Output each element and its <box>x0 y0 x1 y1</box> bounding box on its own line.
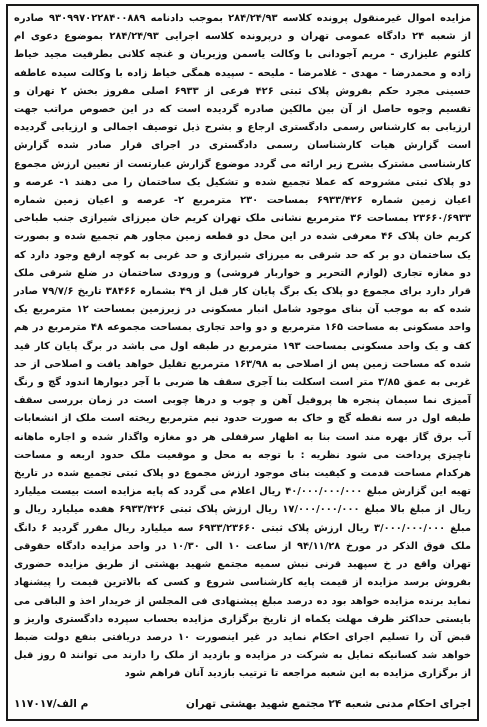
notice-footer <box>14 693 471 715</box>
auction-notice <box>6 4 479 721</box>
notice-body-text: مزایده اموال غیرمنقول پرونده کلاسه ۲۸۴/۲۴/۹۳ بموجب دادنامه ۹۳۰۹۹۷۰۲۲۸۴۰۰۸۸۹ صادره از شعبه ۲۴ دادگاه عمومی تهران و درپرونده کلاسه اجرایی ۲۸۴/۲۴/۹۳ بموضوع دعوی ام کلثوم علیزاری - مریم آجودانی با وکالت یاسمن وزیریان و غنچه کلانی بطرفیت مجید خیاط زاده و محمدرضا - مهدی - غلامرضا - ملیحه - سپیده همگی خیاط زاده با وکالت سیده عاطفه حسینی مجرد حکم بفروش پلاک ثبتی ۴۲۶ فرعی از ۶۹۳۳ اصلی مفروز بخش ۲ تهران و تقسیم وجوه حاصل از آن بین مالکین صادره گردیده است که در این خصوص مراتب جهت ارزیابی به کارشناس رسمی دادگستری ارجاع و بشرح ذیل توصیف اجمالی و ارزیابی گردیده است گزارش هیات کارشناسان رسمی دادگستری در اجرای قرار صادر شده گزارش کارشناسی مشترک بشرح زیر ارائه می گردد موضوع گزارش عبارتست از تعیین ارزش مجموع دو پلاک ثبتی مشروحه که عملا تجمیع شده و تشکیل یک ساختمان را می دهند ۱- عرصه و اعیان زمین شماره ۶۹۳۳/۴۲۶ بمساحت ۲۳۰ مترمربع ۲- عرصه و اعیان زمین شماره ۲۳۶۶۰/۶۹۳۳ بمساحت ۳۶ مترمربع نشانی ملک تهران کریم خان میرزای شیرازی جنب طباخی کریم خان پلاک ۴۶ معرفی شده در این محل دو قطعه زمین مجاور هم تجمیع شده و بصورت یک ساختمان دو بر که حد شرقی به میرزای شیرازی و حد غربی به کوچه ارفع وجود دارد که دو مغازه تجاری (لوازم التحریر و خواربار فروشی) و ورودی ساختمان در ضلع شرقی ملک قرار دارد برای مجموع دو پلاک یک برگ پایان کار قبل از ۴۹ بشماره ۳۸۴۶۶ تاریخ ۷۹/۷/۶ صادر شده که به موجب آن بنای موجود شامل انبار مسکونی در زیرزمین بمساحت ۱۲ مترمربع یک واحد مسکونی به مساحت ۱۶۵ مترمربع و دو واحد تجاری بمساحت مجموعه ۴۸ مترمربع در هم کف و یک واحد مسکونی بمساحت ۱۹۳ مترمربع در طبقه اول می باشد در برگ پایان کار قید شده که مساحت زمین پس از اصلاحی به ۱۶۳/۹۸ مترمربع تقلیل خواهد یافت و اصلاحی از حد غربی به عمق ۳/۸۵ متر است اسکلت بنا آجری سقف ها ضربی با آجر دیوارها اندود گچ و رنگ آمیزی نما سیمان پنجره ها پروفیل آهن و چوب و درها چوبی است در زمان بررسی سقف طبقه اول در سه نقطه گچ و خاک به صورت حدود نیم مترمربع ریخته است ملک از انشعابات آب برق گاز بهره مند است بنا به اظهار سرقفلی هر دو مغازه واگذار شده و اجاره ماهانه ناچیزی پرداخت می شود نظریه : با توجه به محل و موقعیت ملک حدود اربعه و مساحت هرکدام مساحت قدمت و کیفیت بنای موجود ارزش مجموع دو پلاک ثبتی تجمیع شده در تاریخ تهیه این گزارش مبلغ ۴۰/۰۰۰/۰۰۰/۰۰۰ ریال اعلام می گردد که پایه مزایده است بیست میلیارد ریال از مبلغ بالا مبلغ ۱۷/۰۰۰/۰۰۰/۰۰۰ ریال ارزش پلاک ثبتی ۶۹۳۳/۴۲۶ هفده میلیارد ریال و مبلغ ۳/۰۰۰/۰۰۰/۰۰۰ ریال ارزش پلاک ثبتی ۶۹۳۳/۲۳۶۶۰ سه میلیارد ریال مقرر گردید ۶ دانگ ملک فوق الذکر در مورخ ۹۴/۱۱/۲۸ از ساعت ۱۰ الی ۱۰/۳۰ در واحد مزایده دادگاه حقوقی تهران واقع در خ سپهبد قرنی نبش سمیه مجتمع شهید بهشتی از طریق مزایده حضوری بفروش برسد مزایده از قیمت پایه کارشناسی شروع و کسی که بالاترین قیمت را پیشنهاد نماید برنده مزایده خواهد بود ده درصد مبلغ پیشنهادی فی المجلس از خریدار اخذ و الباقی می بایستی حداکثر ظرف مهلت یکماه از تاریخ برگزاری مزایده بحساب سپرده دادگستری واریز و قبض آن را تسلیم اجرای احکام نماید در غیر اینصورت ۱۰ درصد دریافتی بنفع دولت ضبط خواهد شد کسانیکه تمایل به شرکت در مزایده و بازدید از ملک را دارند می توانند ۵ روز قبل از برگزاری مزایده به این شعبه مراجعه تا ترتیب بازدید آنان فراهم شود <box>14 13 472 680</box>
issuer-signature: اجرای احکام مدنی شعبه ۲۴ مجتمع شهید بهشتی تهران <box>185 698 471 710</box>
notice-reference-code: ۱۱۷۰۱۷/م الف <box>14 698 89 710</box>
